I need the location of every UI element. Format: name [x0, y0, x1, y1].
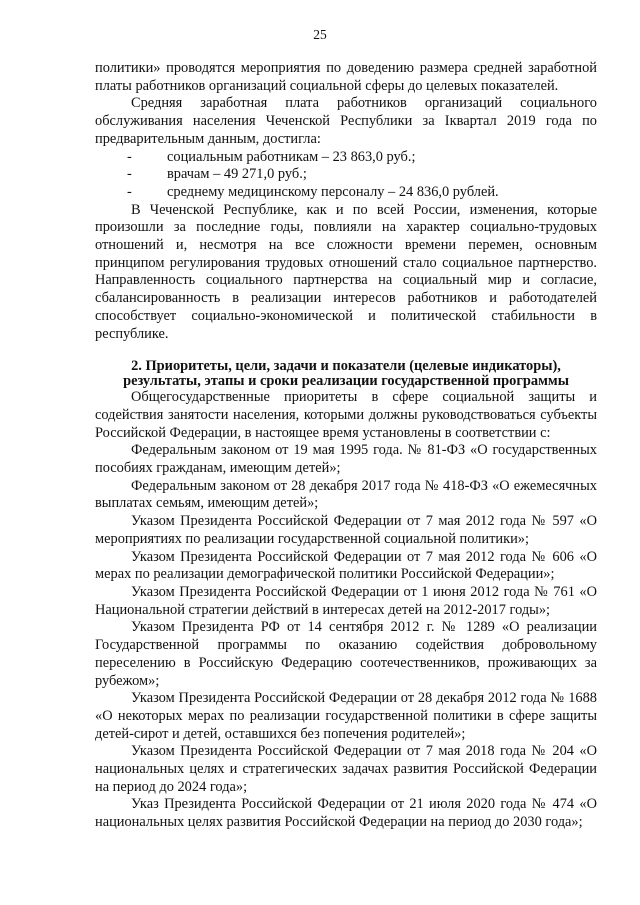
list-item-text: социальным работникам – 23 863,0 руб.; [167, 148, 416, 165]
paragraph-legal-act: Указом Президента Российской Федерации от 1 июня 2012 года № 761 «О Национальной стратегии действий в интересах детей на 2012-2017 годы»; [95, 583, 597, 618]
paragraph-legal-act: Указом Президента Российской Федерации от 7 мая 2018 года № 204 «О национальных целях и стратегических задачах развития Российской Федерации на период до 2024 года»; [95, 743, 597, 795]
page-number: 25 [313, 27, 327, 42]
paragraph-legal-act: Указом Президента Российской Федерации от 7 мая 2012 года № 606 «О мерах по реализации демографической политики Российской Федерации»; [95, 548, 597, 583]
list-item [95, 166, 597, 184]
paragraph-average-salary: Средняя заработная плата работников организаций социального обслуживания населения Чеченской Республики за Iквартал 2019 года по предварительным данным, достигла: [95, 95, 597, 147]
paragraph-legal-act: Указом Президента Российской Федерации от 28 декабря 2012 года № 1688 «О некоторых мерах по реализации государственной политики в сфере защиты детей-сирот и детей, оставшихся без попечения родителей»; [95, 690, 597, 742]
paragraph-legal-act: Указ Президента Российской Федерации от 21 июля 2020 года № 474 «О национальных целях развития Российской Федерации на период до 2030 года»; [95, 796, 597, 831]
list-bullet: - [127, 148, 132, 165]
list-bullet: - [127, 166, 132, 183]
salary-list [95, 149, 597, 202]
list-item-text: врачам – 49 271,0 руб.; [167, 166, 307, 183]
list-item [95, 184, 597, 202]
paragraph-legal-act: Федеральным законом от 19 мая 1995 года. № 81-ФЗ «О государственных пособиях гражданам, имеющим детей»; [95, 442, 597, 477]
list-item-text: среднему медицинскому персоналу – 24 836,0 рублей. [167, 183, 499, 200]
paragraph-legal-act: Указом Президента Российской Федерации от 7 мая 2012 года № 597 «О мероприятиях по реализации государственной социальной политики»; [95, 513, 597, 547]
document-body [95, 60, 597, 832]
paragraph-social-partnership: В Чеченской Республике, как и по всей России, изменения, которые произошли за последние годы, повлияли на характер социально-трудовых отношений и, несмотря на все сложности времени перемен, основным принципом регулирования трудовых отношений стало социальное партнерство. Направленность социального партнерства на социальный мир и согласие, сбалансированность в реализации интересов работников и работодателей способствует социально-экономической и политической стабильности в республике. [95, 201, 597, 342]
paragraph-continuation: политики» проводятся мероприятия по доведению размера средней заработной платы работников организаций социальной сферы до целевых показателей. [95, 60, 597, 94]
list-item [95, 149, 597, 167]
paragraph-legal-act: Федеральным законом от 28 декабря 2017 года № 418-ФЗ «О ежемесячных выплатах семьям, имеющим детей»; [95, 477, 597, 512]
paragraph-priorities: Общегосударственные приоритеты в сфере социальной защиты и содействия занятости населения, которыми должны руководствоваться субъекты Российской Федерации, в настоящее время установлены в соответствии с: [95, 389, 597, 441]
section-heading: 2. Приоритеты, цели, задачи и показатели (целевые индикаторы), результаты, этапы и сроки реализации государственной программы [123, 358, 569, 390]
list-bullet: - [127, 183, 132, 200]
paragraph-legal-act: Указом Президента РФ от 14 сентября 2012 г. № 1289 «О реализации Государственной программы по оказанию содействия добровольному переселению в Российскую Федерацию соотечественников, проживающих за рубежом»; [95, 619, 597, 689]
